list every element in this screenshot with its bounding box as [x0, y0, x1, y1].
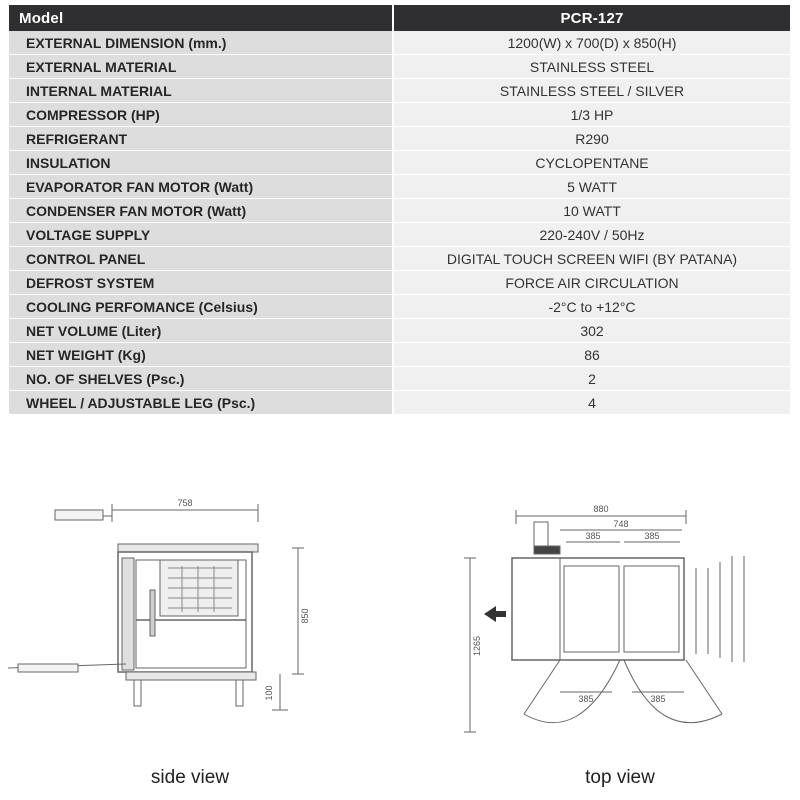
- spec-value: 5 WATT: [394, 175, 790, 199]
- spec-label: CONTROL PANEL: [9, 247, 394, 271]
- spec-value: 220-240V / 50Hz: [394, 223, 790, 247]
- table-row: [9, 103, 790, 127]
- table-row: [9, 247, 790, 271]
- spec-value: DIGITAL TOUCH SCREEN WIFI (BY PATANA): [394, 247, 790, 271]
- spec-value: 1200(W) x 700(D) x 850(H): [394, 31, 790, 55]
- table-row: [9, 223, 790, 247]
- table-row: [9, 151, 790, 175]
- spec-label: DEFROST SYSTEM: [9, 271, 394, 295]
- spec-value: 2: [394, 367, 790, 391]
- spec-value: STAINLESS STEEL / SILVER: [394, 79, 790, 103]
- spec-value: -2°C to +12°C: [394, 295, 790, 319]
- spec-value: 4: [394, 391, 790, 415]
- side-view-drawing: [0, 488, 350, 743]
- spec-label: NET VOLUME (Liter): [9, 319, 394, 343]
- top-width-dim: 880: [593, 504, 609, 514]
- top-inner-dim: 748: [613, 519, 629, 529]
- spec-value: R290: [394, 127, 790, 151]
- top-view-caption: top view: [585, 767, 655, 788]
- spec-label: CONDENSER FAN MOTOR (Watt): [9, 199, 394, 223]
- table-row: [9, 367, 790, 391]
- spec-value: CYCLOPENTANE: [394, 151, 790, 175]
- spec-label: COOLING PERFOMANCE (Celsius): [9, 295, 394, 319]
- header-model-value: PCR-127: [394, 5, 790, 31]
- spec-value: 1/3 HP: [394, 103, 790, 127]
- spec-label: INTERNAL MATERIAL: [9, 79, 394, 103]
- table-row: [9, 79, 790, 103]
- spec-value: 86: [394, 343, 790, 367]
- table-row: [9, 175, 790, 199]
- table-row: [9, 319, 790, 343]
- side-height-dim: 850: [300, 608, 310, 624]
- table-row: [9, 199, 790, 223]
- table-row: [9, 295, 790, 319]
- table-row: [9, 31, 790, 55]
- side-top-dim: 758: [177, 498, 193, 508]
- spec-label: NET WEIGHT (Kg): [9, 343, 394, 367]
- spec-label: EXTERNAL MATERIAL: [9, 55, 394, 79]
- top-bottom-left-dim: 385: [578, 694, 594, 704]
- header-model-label: Model: [9, 5, 394, 31]
- spec-label: COMPRESSOR (HP): [9, 103, 394, 127]
- top-left-half-dim: 385: [585, 531, 601, 541]
- side-view-caption: side view: [150, 767, 230, 788]
- spec-table: [9, 5, 790, 415]
- top-right-half-dim: 385: [644, 531, 660, 541]
- spec-label: WHEEL / ADJUSTABLE LEG (Psc.): [9, 391, 394, 415]
- table-row: [9, 391, 790, 415]
- spec-header-row: [9, 5, 790, 31]
- spec-label: INSULATION: [9, 151, 394, 175]
- table-row: [9, 271, 790, 295]
- top-view-drawing: [460, 496, 760, 746]
- spec-label: EVAPORATOR FAN MOTOR (Watt): [9, 175, 394, 199]
- table-row: [9, 55, 790, 79]
- spec-label: REFRIGERANT: [9, 127, 394, 151]
- top-depth-dim: 1265: [472, 635, 482, 657]
- table-row: [9, 127, 790, 151]
- spec-value: 10 WATT: [394, 199, 790, 223]
- table-row: [9, 343, 790, 367]
- spec-value: FORCE AIR CIRCULATION: [394, 271, 790, 295]
- spec-value: STAINLESS STEEL: [394, 55, 790, 79]
- side-leg-dim: 100: [264, 685, 274, 701]
- spec-label: VOLTAGE SUPPLY: [9, 223, 394, 247]
- spec-value: 302: [394, 319, 790, 343]
- spec-label: EXTERNAL DIMENSION (mm.): [9, 31, 394, 55]
- spec-label: NO. OF SHELVES (Psc.): [9, 367, 394, 391]
- top-bottom-right-dim: 385: [650, 694, 666, 704]
